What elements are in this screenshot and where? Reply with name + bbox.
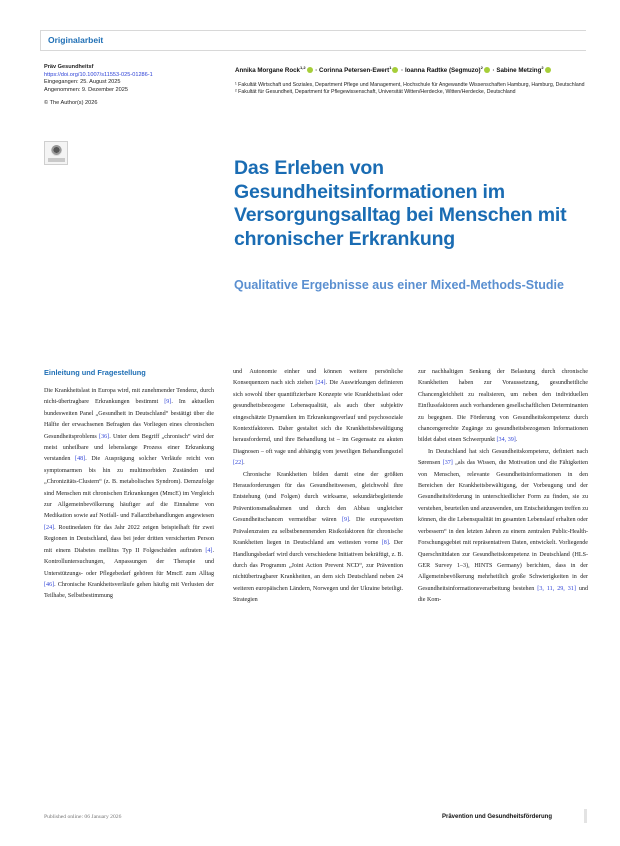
body-text: und die Kom- — [418, 585, 588, 604]
affiliation-2: ² Fakultät für Gesundheit, Department für Pflegewissenschaft, Universität Witten/Herdecke, Witten/Herdecke, Deutschland — [235, 89, 516, 96]
article-title: Das Erleben von Gesundheitsinformationen im Versorgungsalltag bei Menschen mit chronischer Erkrankung — [234, 157, 567, 250]
paragraph — [44, 386, 214, 603]
body-text: „als das Wissen, die Motivation und die Fähigkeiten von Menschen, relevante Gesundheitsinformationen in den Bereichen der Krankheitsbewältigung, der Vorbeugung und der Gesundheitsförderung in unterschiedlicher Form zu finden, sie zu verstehen, beurteilen und anzuwenden, um Entscheidungen treffen zu können, die die Lebensqualität im gesamten Lebenslauf erhalten oder verbessern“ in den letzten Jahren zu einem zentralen Public-Health-Forschungsgebiet mit repräsentativen Daten, entwickelt. Vorliegende Querschnittdaten zur Gesundheitskompetenz in Deutschland (HLS-GER Survey 1–3), HINTS Germany) berichten, dass in der Allgemeinbevölkerung mehrheitlich große Schwierigkeiten in der Gesundheitsinformationsverarbeitung bestehen — [418, 460, 588, 592]
open-access-icon — [44, 141, 68, 165]
body-text: . Die Ausprägung solcher Verläufe reicht von symptomarmen bis hin zu multimorbiden Zuständen und „Chronizitäts-Clustern“ (z. B. metabolisches Syndrom). Demzufolge sind Menschen mit chronischen Erkrankungen (MmcE) im Vergleich zur Allgemeinbevölkerung häufiger auf die Einnahme von Medikation sowie auf Notfall- und Fallarztbehandlungen angewiesen — [44, 456, 214, 520]
body-column-2 — [233, 367, 403, 607]
reference-link[interactable]: [48] — [75, 456, 86, 463]
reference-link[interactable]: [4] — [205, 547, 213, 554]
author-list — [235, 64, 590, 75]
reference-link[interactable]: [9] — [164, 399, 172, 406]
cc-logo-text — [48, 158, 65, 162]
author-affiliation-sup: 1,2 — [299, 65, 306, 70]
reference-link[interactable]: [36] — [99, 433, 110, 440]
published-date: Published online: 06 January 2026 — [44, 814, 122, 820]
reference-link[interactable]: [34, 39] — [496, 437, 516, 444]
article-type-bar — [40, 30, 586, 51]
journal-abbrev: Präv Gesundheitsf — [44, 64, 94, 70]
body-text: zur nachhaltigen Senkung der Belastung durch chronische Krankheiten haben zur Voraussetzung, gesundheitliche Chancengleichheit zu realisieren, um neben den individuellen Einflussfaktoren auch vorhandenen gesellschaftlichen Determinanten zu begegnen. Die Förderung von Gesundheitskompetenz durch chancengerechte Zugänge zu gesundheitsbezogenen Informationen bildet dabei einen Schwerpunkt — [418, 369, 588, 444]
orcid-icon[interactable] — [392, 67, 398, 73]
author-name: Sabine Metzing — [496, 67, 542, 75]
body-text: . Unter dem Begriff „chronisch“ wird der meist unheilbare und lebenslange Prozess einer Erkrankung verstanden — [44, 433, 214, 463]
received-date: Eingegangen: 25. August 2025 — [44, 79, 121, 86]
affiliations — [235, 82, 590, 96]
copyright: © The Author(s) 2026 — [44, 100, 98, 107]
reference-link[interactable]: [37] — [442, 460, 453, 467]
cc-logo-icon — [51, 145, 62, 156]
section-heading: Einleitung und Fragestellung — [44, 368, 146, 377]
reference-link[interactable]: [46] — [44, 581, 55, 588]
body-text: . — [515, 437, 518, 444]
body-text: . Kontrolluntersuchungen, Anpassungen der Therapie und Unterstützungs- oder Pflegebedarf gehören für MmcE zum Alltag — [44, 547, 214, 577]
reference-link[interactable]: [8] — [381, 540, 389, 547]
author-name: Annika Morgane Rock — [235, 67, 300, 75]
author-affiliation-sup: 2 — [541, 65, 544, 70]
body-text: und Autonomie einher und können weitere persönliche Konsequenzen nach sich ziehen — [233, 369, 403, 387]
journal-footer-name: Prävention und Gesundheitsförderung — [442, 814, 553, 820]
reference-link[interactable]: [22] — [233, 460, 244, 467]
body-text: . Routinedaten für das Jahr 2022 zeigen beispielhaft für zwei Regionen in Deutschland, dass bei jeder dritten versicherten Person mit einem Diabetes mellitus Typ II Folgeschäden auftraten — [44, 524, 214, 554]
reference-link[interactable]: [24] — [315, 380, 326, 387]
reference-link[interactable]: [9] — [341, 517, 350, 524]
author-name: Corinna Petersen-Ewert — [319, 67, 390, 75]
author-separator: · — [313, 67, 320, 75]
author-name: Ioanna Radtke (Segmuzo) — [404, 67, 481, 75]
author-separator: · — [399, 67, 405, 75]
article-subtitle: Qualitative Ergebnisse aus einer Mixed-Methods-Studie — [234, 278, 564, 292]
orcid-icon[interactable] — [484, 67, 490, 73]
article-meta — [44, 64, 224, 108]
body-text: Die Krankheitslast in Europa wird, mit zunehmender Tendenz, durch nicht-übertragbare Erkrankungen bestimmt — [44, 388, 214, 406]
footer-divider — [584, 809, 587, 823]
body-text: In Deutschland hat sich Gesundheitskompetenz, definiert nach Sørensen — [418, 448, 588, 467]
accepted-date: Angenommen: 9. Dezember 2025 — [44, 86, 128, 93]
body-column-1 — [44, 368, 214, 603]
doi-link[interactable]: https://doi.org/10.1007/s11553-025-01286-1 — [44, 71, 153, 78]
body-text: . — [243, 460, 245, 467]
reference-link[interactable]: [3, 11, 29, 31] — [537, 585, 576, 592]
article-type-label: Originalarbeit — [48, 35, 104, 45]
body-text: Chronische Krankheiten bilden damit eine der größten Herausforderungen für das Gesundheitswesen, gleichwohl ihre Entstehung (und Folgen) durch wirksame, sekundärbegleitende Präventionsmaßnahmen und durch den Abbau ungleicher Gesundheitschancen vermeidbar wären — [233, 471, 403, 524]
body-text: . Chronische Krankheitsverläufe gehen häufig mit Verlusten der Teilhabe, Selbstbestimmung — [44, 581, 214, 600]
author-affiliation-sup: 2 — [480, 65, 483, 70]
orcid-icon[interactable] — [545, 67, 551, 73]
author-separator: · — [490, 67, 497, 75]
paragraph — [418, 447, 588, 607]
body-column-3 — [418, 367, 588, 607]
orcid-icon[interactable] — [307, 67, 313, 73]
reference-link[interactable]: [24] — [44, 524, 55, 531]
paragraph — [418, 367, 588, 447]
body-text: . Der Handlungsbedarf wird durch verschiedene Initiativen bekräftigt, z. B. durch das Programm „Joint Action Prevent NCD“, zur Prävention nichtübertragbarer Krankheiten, an dem sich Deutschland neben 24 weiteren europäischen Ländern, Norwegen und der Ukraine beteiligt. Strategien — [233, 540, 403, 604]
body-text: . Im aktuellen bundesweiten Panel „Gesundheit in Deutschland“ bestätigt über die Hälfte der erwachsenen Befragten das Vorliegen eines chronischen Gesundheitsproblems — [44, 399, 214, 440]
affiliation-1: ¹ Fakultät Wirtschaft und Soziales, Department Pflege und Management, Hochschule für Angewandte Wissenschaften Hamburg, Hamburg, Deutschland — [235, 82, 585, 88]
paragraph — [233, 367, 403, 470]
body-text: . Die europaweiten Prävalenzraten zu selbstbenennenden Risikofaktoren für chronische Krankheiten liegen in Deutschland am weitesten vorne — [233, 517, 403, 547]
author-affiliation-sup: 1 — [389, 65, 392, 70]
paragraph — [233, 470, 403, 607]
body-text: . Die Auswirkungen definieren sich sowohl über quantifizierbare Konzepte wie Krankheitslast oder gesundheitsbezogene Lebensqualität, als auch über subjektiv eingeschätzte Dynamiken im Erkrankungsverlauf und psychosoziale Kontextfaktoren. Daher gestaltet sich die Krankheitsbewältigung herausfordernd, und ihre Behandlung ist – im Gegensatz zu akuten Diagnosen – oft vage und abhängig vom jeweiligen Behandlungsziel — [233, 380, 403, 455]
